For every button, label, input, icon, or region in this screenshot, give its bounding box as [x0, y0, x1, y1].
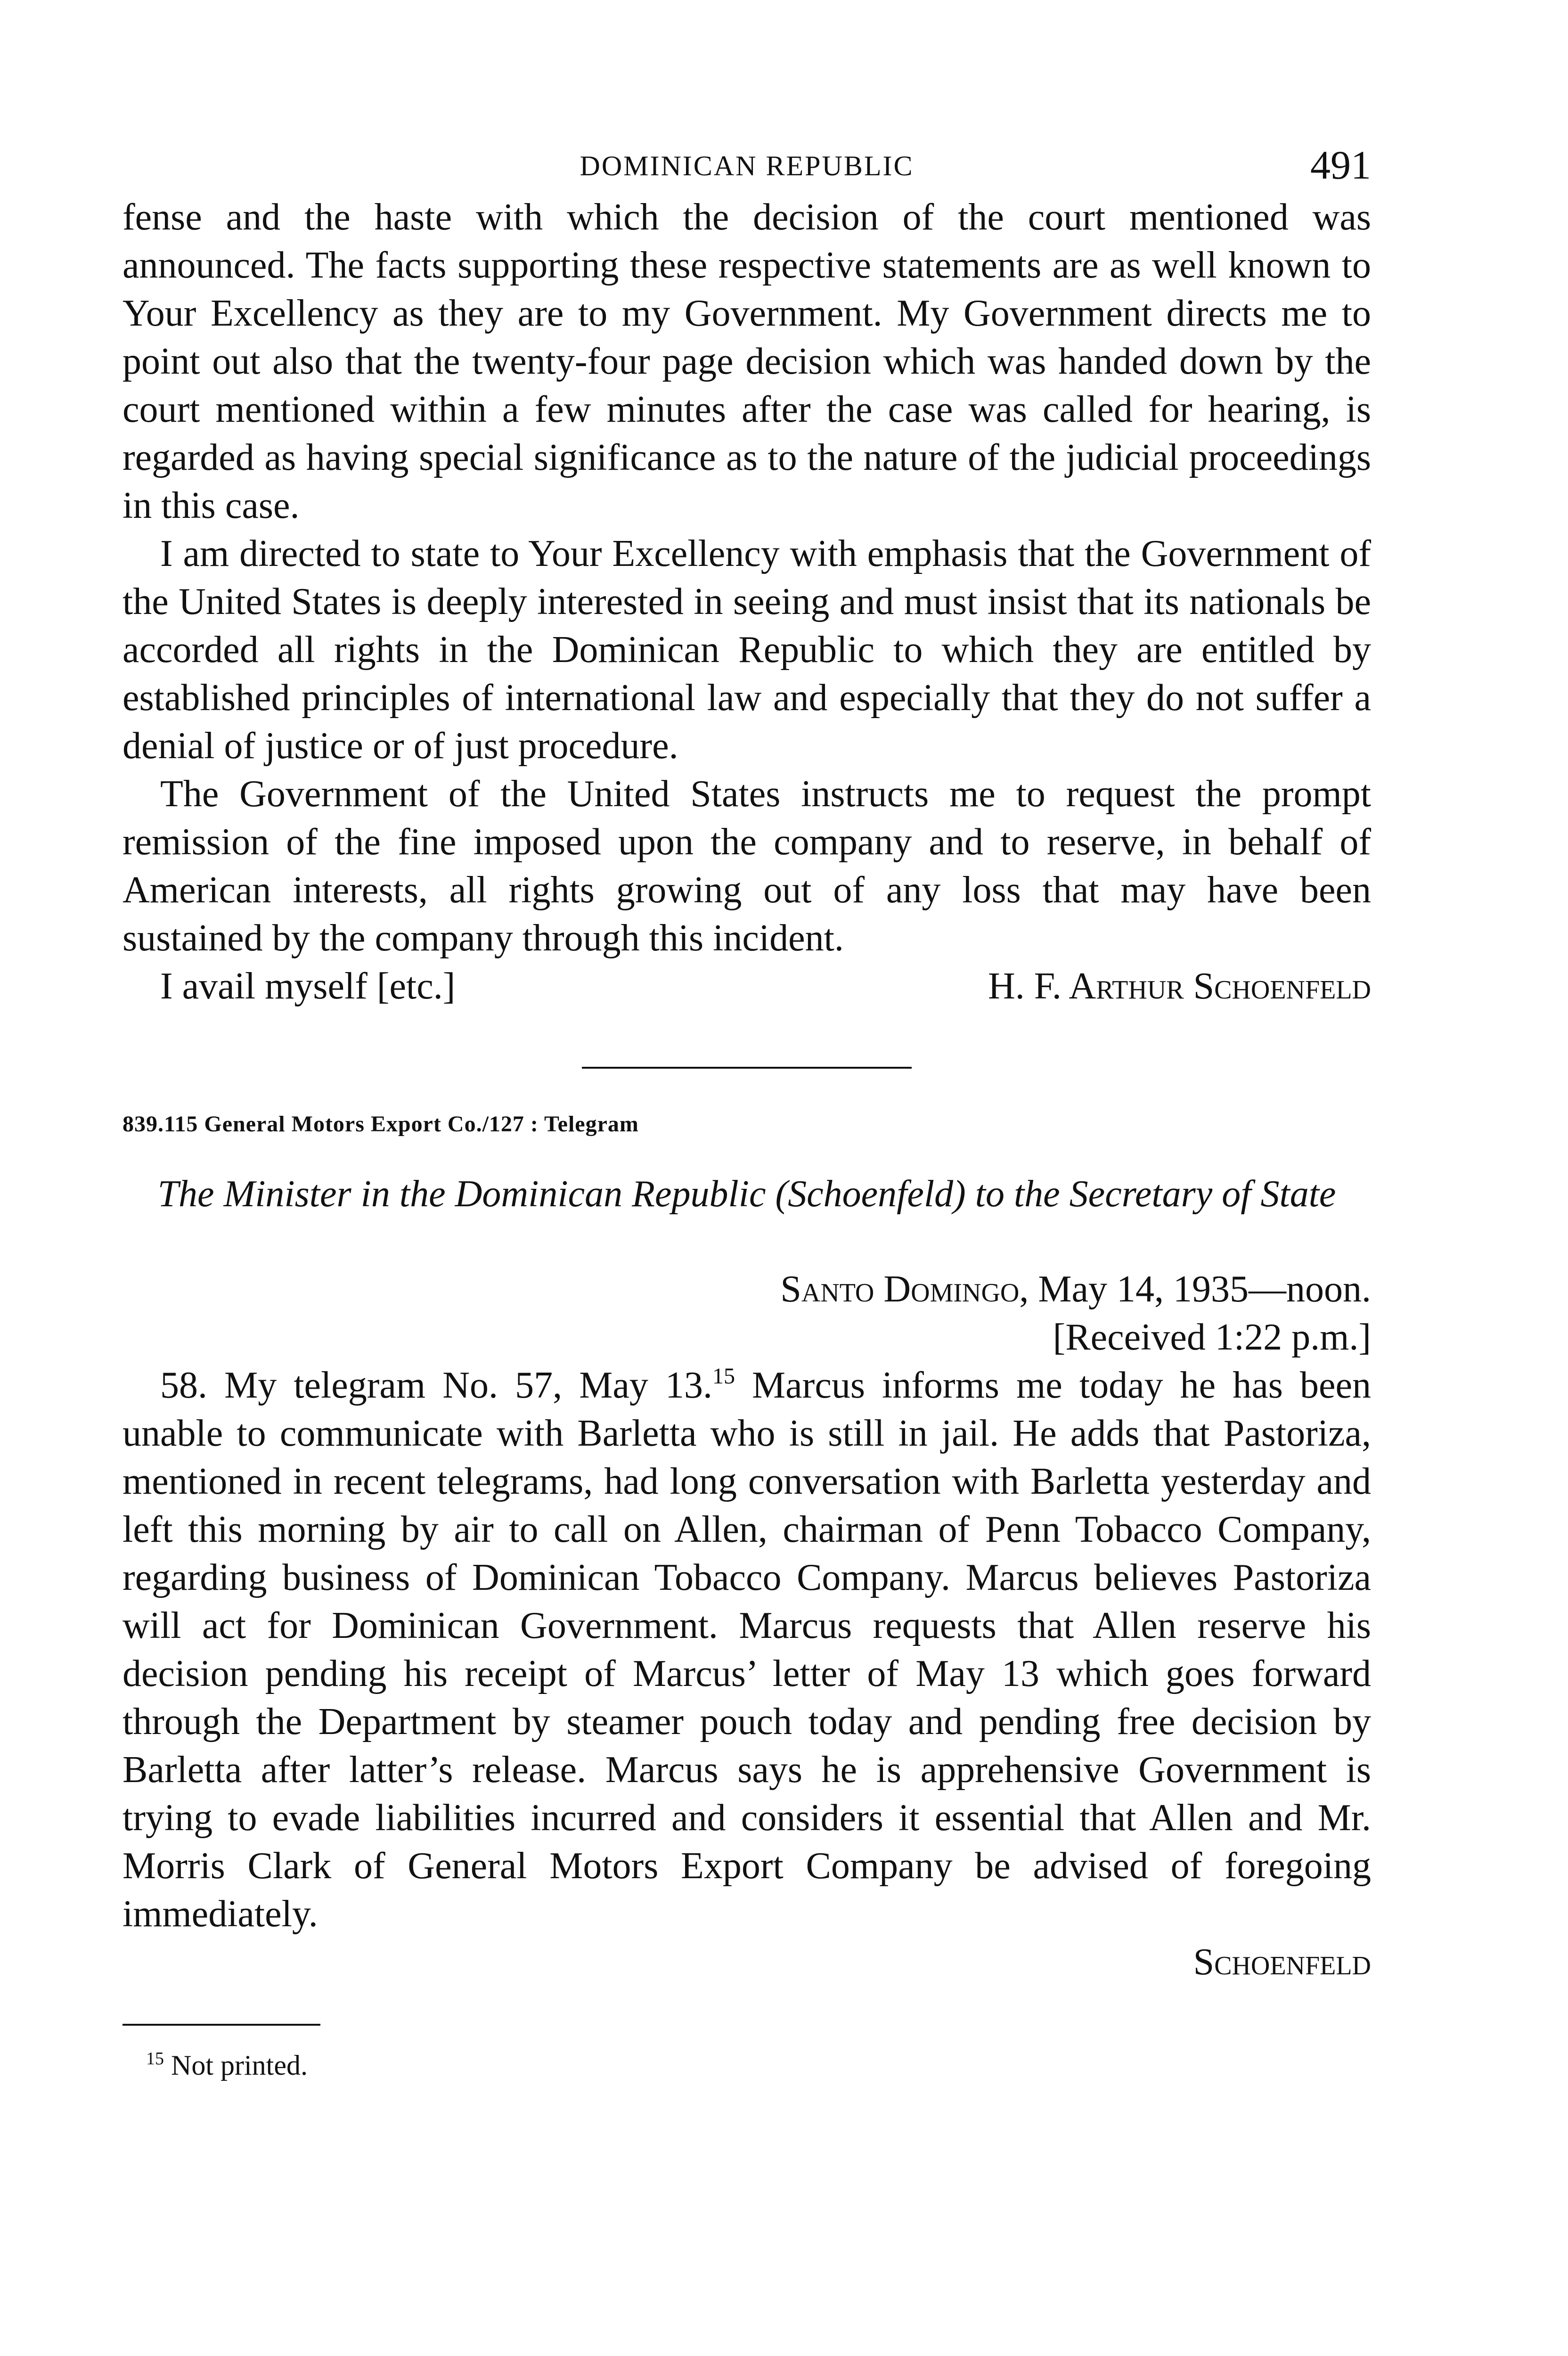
running-title: DOMINICAN REPUBLIC	[580, 150, 914, 181]
dateline	[122, 1265, 1371, 1313]
telegram-signature: Schoenfeld	[1193, 1941, 1371, 1983]
file-reference: 839.115 General Motors Export Co./127 : Telegram	[122, 1112, 639, 1137]
running-header	[122, 141, 1371, 193]
dateline-date: , May 14, 1935—noon.	[1019, 1268, 1371, 1310]
document-page	[122, 141, 1371, 2082]
footnote-marker: 15	[712, 1364, 735, 1389]
dateline-place: Santo Domingo	[780, 1268, 1020, 1310]
telegram-body-start: 58. My telegram No. 57, May 13.	[160, 1365, 712, 1406]
letter-paragraph: The Government of the United States instructs me to request the prompt remission of the fine imposed upon the company and to reserve, in behalf of American interests, all rights growing out of any loss that may have been sustained by the company through this incident.	[122, 773, 1371, 959]
letter-closing: I avail myself [etc.]	[160, 965, 456, 1007]
letter-signature: H. F. Arthur Schoenfeld	[988, 965, 1371, 1007]
footnote-divider	[122, 2024, 320, 2026]
footnote	[122, 2049, 1371, 2082]
telegram-body	[122, 1361, 1371, 1938]
telegram-body-rest: Marcus informs me today he has been unable to communicate with Barletta who is still in jail. He adds that Pastoriza, mentioned in recent telegrams, had long conversation with Barletta yesterday and left this morning by air to call on Allen, chairman of Penn Tobacco Company, regarding business of Dominican Tobacco Company. Marcus believes Pastoriza will act for Dominican Government. Marcus requests that Allen reserve his decision pending his receipt of Marcus’ letter of May 13 which goes forward through the Department by steamer pouch today and pending free decision by Barletta after latter’s release. Marcus says he is apprehensive Government is trying to evade liabilities incurred and considers it essential that Allen and Mr. Morris Clark of General Motors Export Company be advised of foregoing immediately.	[122, 1365, 1372, 1935]
page-number: 491	[1310, 142, 1371, 188]
footnote-text: Not printed.	[171, 2050, 308, 2081]
letter-paragraph: fense and the haste with which the decision of the court mentioned was announced. The facts supporting these respective statements are as well known to Your Excellency as they are to my Government. My Government directs me to point out also that the twenty-four page decision which was handed down by the court mentioned within a few minutes after the case was called for hearing, is regarded as having special significance as to the nature of the judicial proceedings in this case.	[122, 196, 1371, 526]
document-title: The Minister in the Dominican Republic (Schoenfeld) to the Secretary of State	[157, 1173, 1336, 1215]
letter-paragraph: I am directed to state to Your Excellency with emphasis that the Government of the United States is deeply interested in seeing and must insist that its nationals be accorded all rights in the Dominican Republic to which they are entitled by established principles of international law and especially that they do not suffer a denial of justice or of just procedure.	[122, 533, 1371, 767]
letter-closing-line	[122, 962, 1371, 1010]
received-time: [Received 1:22 p.m.]	[1053, 1317, 1371, 1358]
section-divider	[582, 1067, 912, 1069]
footnote-number: 15	[146, 2049, 164, 2069]
